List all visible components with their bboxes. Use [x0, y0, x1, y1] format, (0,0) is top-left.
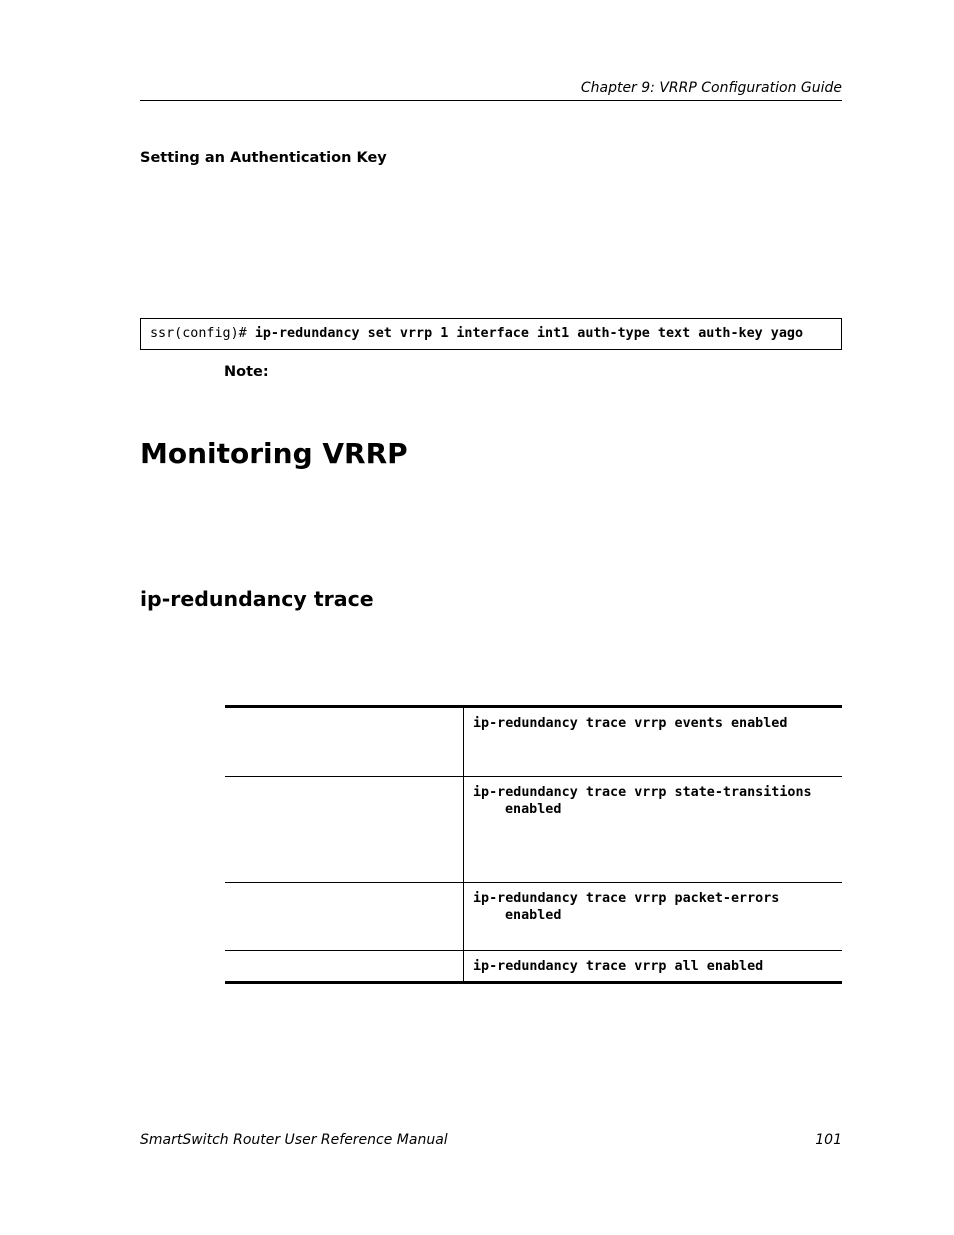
command-text: ip-redundancy trace vrrp all enabled [473, 959, 764, 974]
code-example-line [150, 325, 803, 343]
command-continuation: enabled [505, 908, 562, 923]
code-command: ip-redundancy set vrrp 1 interface int1 auth-type text auth-key yago [254, 326, 804, 341]
trace-command [464, 883, 842, 924]
table-command-cell [464, 707, 843, 777]
running-header: Chapter 9: VRRP Configuration Guide [580, 80, 842, 96]
auth-key-heading: Setting an Authentication Key [140, 150, 387, 166]
command-continuation: enabled [505, 802, 562, 817]
table-label-cell [225, 777, 464, 883]
header-rule [140, 100, 842, 101]
note-label: Note: [224, 364, 269, 380]
table-row [225, 951, 842, 983]
table-row [225, 707, 842, 777]
table-label-cell [225, 707, 464, 777]
command-text: ip-redundancy trace vrrp packet-errors [473, 891, 780, 906]
monitoring-heading: Monitoring VRRP [140, 437, 408, 470]
table-label-cell [225, 883, 464, 951]
footer-manual-title: SmartSwitch Router User Reference Manual [140, 1132, 448, 1148]
table-command-cell [464, 883, 843, 951]
table-command-cell [464, 951, 843, 983]
footer-page-number: 101 [815, 1132, 842, 1148]
table-label-cell [225, 951, 464, 983]
command-text: ip-redundancy trace vrrp state-transitions [473, 785, 812, 800]
table-row [225, 883, 842, 951]
trace-commands-table [225, 705, 842, 984]
trace-command [464, 708, 842, 732]
code-prompt: ssr(config)# [150, 326, 255, 341]
code-example-box [140, 318, 842, 350]
trace-subheading: ip-redundancy trace [140, 587, 374, 611]
table-command-cell [464, 777, 843, 883]
table-row [225, 777, 842, 883]
trace-command [464, 777, 842, 818]
trace-command [464, 951, 842, 975]
command-text: ip-redundancy trace vrrp events enabled [473, 716, 788, 731]
